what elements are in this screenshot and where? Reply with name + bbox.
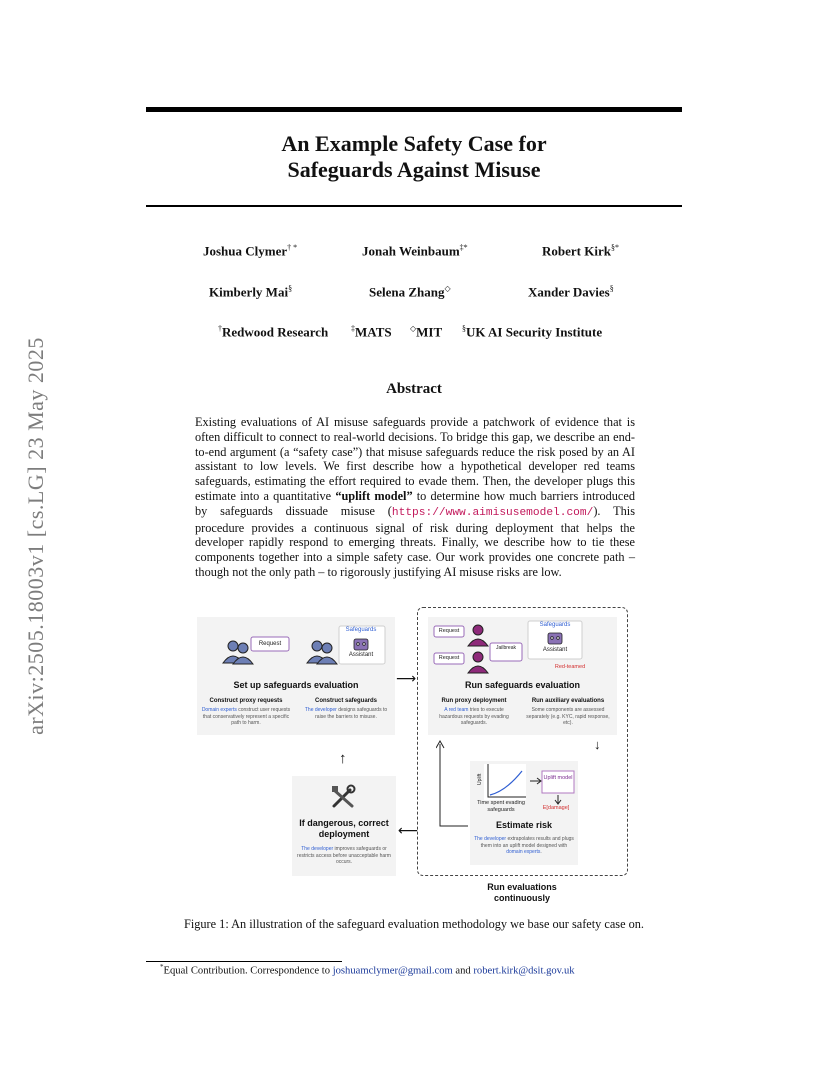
arrow-left-icon: ⟵: [398, 822, 419, 838]
run-col1-title: Run proxy deployment: [441, 698, 507, 704]
time-axis-label: Time spent evading safeguards: [477, 800, 525, 813]
email-link-kirk[interactable]: robert.kirk@dsit.gov.uk: [473, 965, 575, 977]
red-team-icon: [468, 625, 488, 673]
user-group-icon: [307, 641, 337, 664]
tools-icon: [330, 784, 356, 810]
abstract-text: Existing evaluations of AI misuse safeguards provide a patchwork of evidence that is often difficult to connect to real-world decisions. To bridge this gap, we describe an end-to-end argument (a “safety case”) that misuse safeguards reduce the risk posed by an AI assistant to low levels. We first describe how a hypothetical developer red teams safeguards, estimating the effort required to evade them. Then, the developer plugs this estimate into a quantitative “uplift model” to determine how much barriers introduced by safeguards dissuade misuse (https://www.aimisusemodel.com/). This procedure provides a continuous signal of risk during deployment that helps the developer rapidly respond to emerging threats. Finally, we describe how to tie these components together into a simple safety case. Our work provides one concrete path – though not the only path – to rigorously justifying AI misuse risks are low.: [195, 415, 635, 579]
run-redteam-label: Red-teamed: [554, 664, 586, 670]
affiliation: ◇MIT: [410, 324, 443, 340]
affiliation: ‡MATS: [351, 324, 392, 340]
figure-caption: Figure 1: An illustration of the safeguard evaluation methodology we base our safety case on.: [184, 917, 644, 931]
uplift-model-box-label: Uplift model: [543, 775, 573, 781]
damage-label: E[damage]: [542, 805, 570, 811]
continuous-label: Run evaluations continuously: [487, 882, 557, 903]
estimate-text: The developer extrapolates results and plugs them into an uplift model designed with domain experts.: [474, 836, 574, 855]
run-col1-text: A red team tries to execute hazardous requests by evading safeguards.: [439, 707, 509, 726]
setup-safeguards-label: Safeguards: [345, 627, 377, 633]
robot-icon: [548, 633, 562, 644]
arxiv-identifier-text: arXiv:2505.18003v1 [cs.LG] 23 May 2025: [23, 337, 48, 735]
setup-col1-title: Construct proxy requests: [209, 698, 283, 704]
arrow-up-icon: ↑: [339, 750, 347, 767]
correct-text: The developer improves safeguards or restricts access before unacceptable harm occurs.: [297, 846, 391, 865]
user-group-icon: [223, 641, 253, 664]
uplift-model-link[interactable]: https://www.aimisusemodel.com/: [391, 506, 594, 519]
paper-title-line1: An Example Safety Case for: [281, 131, 547, 156]
abstract-heading: Abstract: [386, 381, 442, 397]
affiliation: †Redwood Research: [218, 324, 329, 340]
paper-title: [146, 131, 682, 183]
footnote: *Equal Contribution. Correspondence to joshuamclymer@gmail.com and robert.kirk@dsit.gov.uk: [160, 963, 575, 977]
run-safeguards-label: Safeguards: [539, 622, 571, 628]
run-jailbreak-label: Jailbreak: [495, 645, 516, 651]
estimate-title: Estimate risk: [495, 820, 553, 830]
title-top-rule: [146, 107, 682, 112]
arrow-right-icon: ⟶: [396, 670, 417, 686]
run-assistant-label: Assistant: [542, 647, 568, 653]
arrow-down-icon: ↓: [594, 737, 601, 752]
title-bottom-rule: [146, 205, 682, 207]
footnote-rule: [146, 961, 342, 962]
correct-title: If dangerous, correct deployment: [299, 818, 389, 839]
run-col2-text: Some components are assessed separately (e.g. KYC, rapid response, etc).: [526, 707, 610, 726]
email-link-clymer[interactable]: joshuamclymer@gmail.com: [332, 965, 453, 977]
paper-title-line2: Safeguards Against Misuse: [287, 157, 541, 182]
setup-col2-text: The developer designs safeguards to raise the barriers to misuse.: [304, 707, 388, 720]
affiliation: §UK AI Security Institute: [462, 324, 603, 340]
author: Xander Davies§: [528, 284, 614, 300]
setup-col2-title: Construct safeguards: [314, 698, 377, 704]
robot-icon: [354, 639, 368, 650]
author: Kimberly Mai§: [209, 284, 293, 300]
author: Selena Zhang◇: [369, 284, 451, 300]
setup-request-label: Request: [258, 641, 282, 647]
author: Joshua Clymer† *: [203, 243, 298, 259]
uplift-axis-label: Uplift: [476, 773, 483, 785]
setup-assistant-label: Assistant: [348, 652, 374, 658]
run-col2-title: Run auxiliary evaluations: [531, 698, 605, 704]
run-request-label-2: Request: [438, 655, 460, 661]
loop-arrow-icon: [436, 738, 472, 830]
arxiv-identifier: [22, 296, 50, 776]
author: Robert Kirk§*: [542, 243, 619, 259]
setup-title: Set up safeguards evaluation: [233, 680, 359, 690]
author: Jonah Weinbaum‡*: [362, 243, 468, 259]
run-title: Run safeguards evaluation: [464, 680, 581, 690]
run-request-label-1: Request: [438, 628, 460, 634]
setup-col1-text: Domain experts construct user requests that conservatively represent a specific path to harm.: [201, 707, 291, 726]
